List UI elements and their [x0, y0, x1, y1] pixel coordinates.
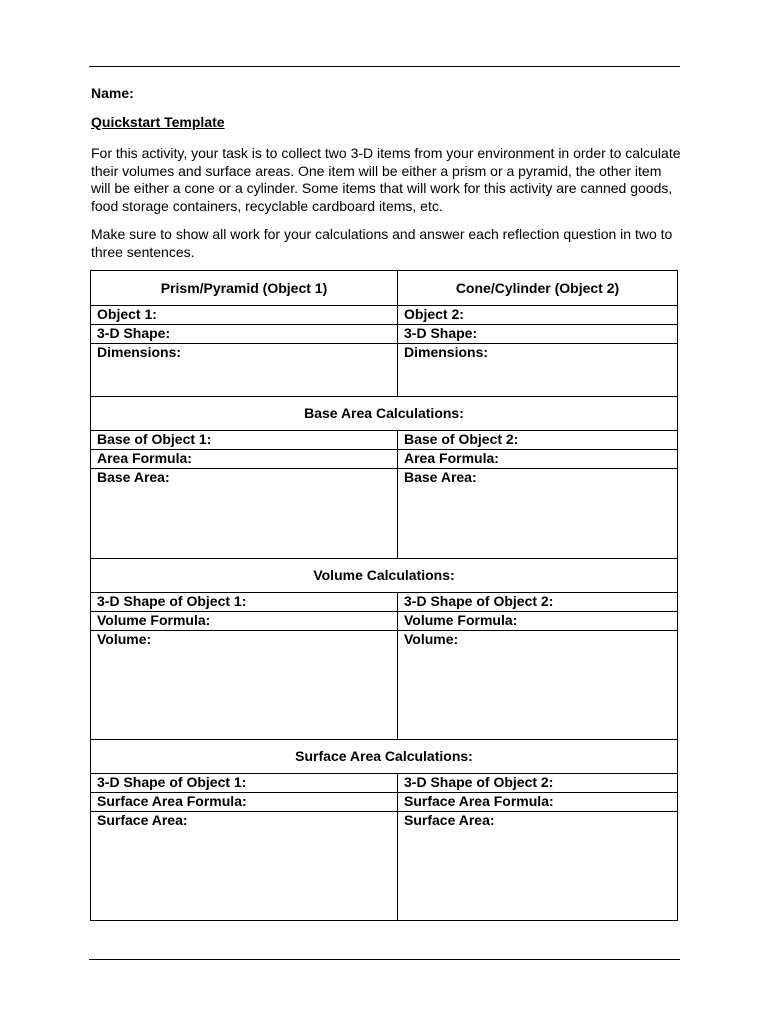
bottom-rule — [89, 959, 680, 960]
section-header-row — [91, 559, 678, 593]
sa-formula-1-label: Surface Area Formula: — [91, 793, 398, 812]
sa-shape-2-label: 3-D Shape of Object 2: — [398, 774, 678, 793]
table-row — [91, 344, 678, 397]
surface-area-2-cell: Surface Area: — [398, 812, 678, 921]
area-formula-2-label: Area Formula: — [398, 450, 678, 469]
document-title: Quickstart Template — [91, 114, 225, 130]
base-area-1-cell: Base Area: — [91, 469, 398, 559]
table-row — [91, 593, 678, 612]
base-object-1-label: Base of Object 1: — [91, 431, 398, 450]
table-row — [91, 631, 678, 740]
object-2-dimensions-cell: Dimensions: — [398, 344, 678, 397]
table-row — [91, 450, 678, 469]
area-formula-1-label: Area Formula: — [91, 450, 398, 469]
object-1-shape-label: 3-D Shape: — [91, 325, 398, 344]
object-2-label: Object 2: — [398, 306, 678, 325]
volume-2-cell: Volume: — [398, 631, 678, 740]
table-row — [91, 325, 678, 344]
quickstart-table — [90, 270, 678, 921]
surface-area-1-cell: Surface Area: — [91, 812, 398, 921]
sa-shape-1-label: 3-D Shape of Object 1: — [91, 774, 398, 793]
table-row — [91, 431, 678, 450]
base-area-section-title: Base Area Calculations: — [91, 397, 678, 431]
table-row — [91, 774, 678, 793]
table-row — [91, 612, 678, 631]
table-row — [91, 793, 678, 812]
volume-shape-1-label: 3-D Shape of Object 1: — [91, 593, 398, 612]
name-label: Name: — [91, 85, 134, 101]
table-row — [91, 812, 678, 921]
volume-section-title: Volume Calculations: — [91, 559, 678, 593]
object-1-dimensions-cell: Dimensions: — [91, 344, 398, 397]
volume-formula-1-label: Volume Formula: — [91, 612, 398, 631]
reflection-instructions-paragraph: Make sure to show all work for your calculations and answer each reflection question in two to three sentences. — [91, 226, 673, 260]
table-header-row — [91, 271, 678, 306]
table-row — [91, 306, 678, 325]
volume-1-cell: Volume: — [91, 631, 398, 740]
base-object-2-label: Base of Object 2: — [398, 431, 678, 450]
object-2-shape-label: 3-D Shape: — [398, 325, 678, 344]
section-header-row — [91, 397, 678, 431]
surface-area-section-title: Surface Area Calculations: — [91, 740, 678, 774]
object-1-label: Object 1: — [91, 306, 398, 325]
sa-formula-2-label: Surface Area Formula: — [398, 793, 678, 812]
volume-shape-2-label: 3-D Shape of Object 2: — [398, 593, 678, 612]
header-object-1: Prism/Pyramid (Object 1) — [91, 271, 398, 306]
volume-formula-2-label: Volume Formula: — [398, 612, 678, 631]
table-row — [91, 469, 678, 559]
base-area-2-cell: Base Area: — [398, 469, 678, 559]
header-object-2: Cone/Cylinder (Object 2) — [398, 271, 678, 306]
top-rule — [89, 66, 680, 67]
instructions-paragraph: For this activity, your task is to collect two 3-D items from your environment in order to calculate their volumes and surface areas. One item will be either a prism or a pyramid, the other item will be either a cone or a cylinder. Some items that will work for this activity are canned goods, food storage containers, recyclable cardboard items, etc. — [91, 145, 681, 214]
section-header-row — [91, 740, 678, 774]
